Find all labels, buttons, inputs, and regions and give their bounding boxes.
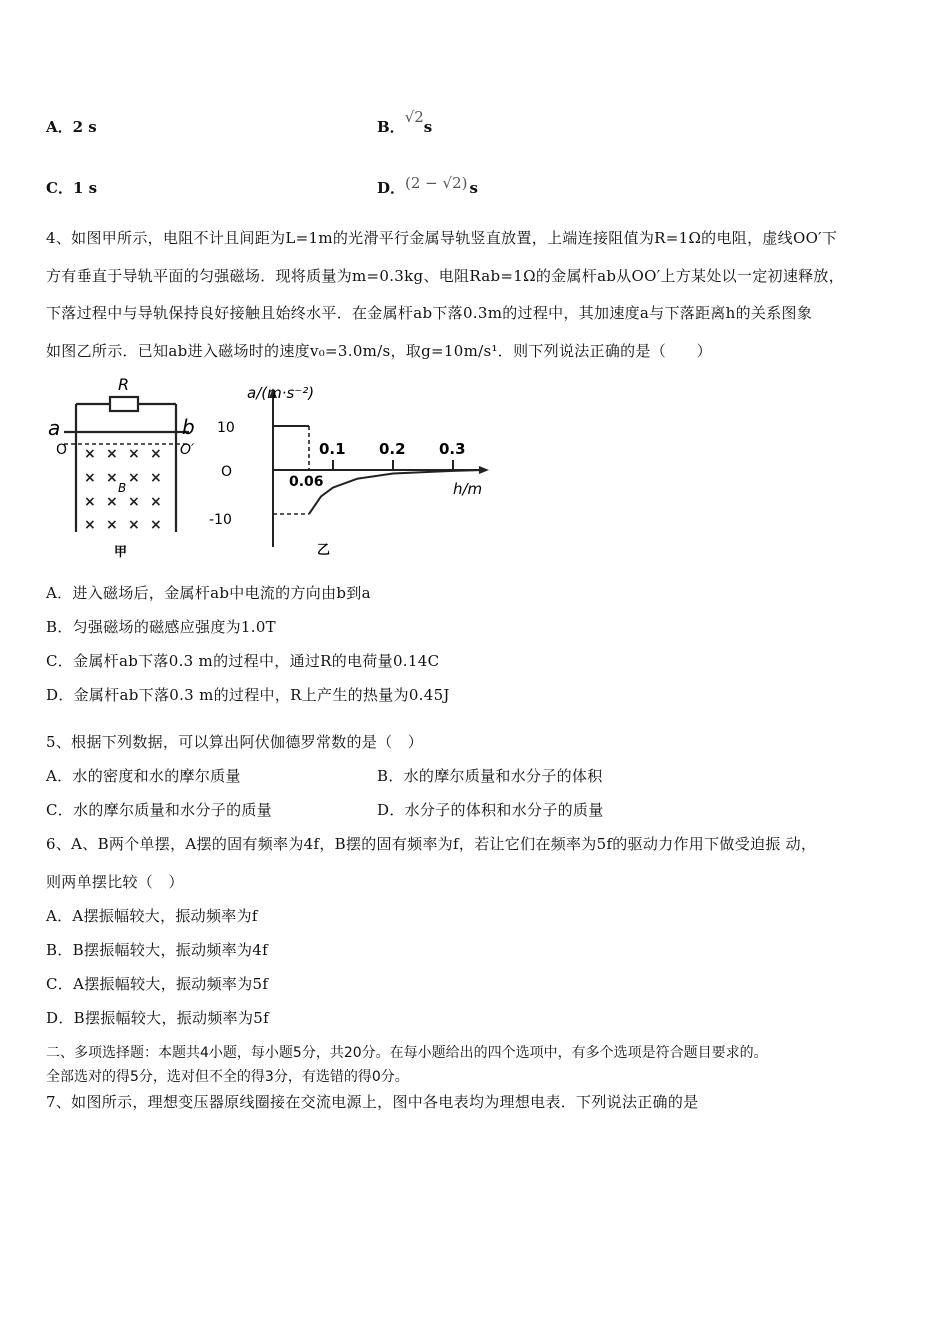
q4-stem-line-4: 如图乙所示．已知ab进入磁场时的速度v₀=3.0m/s，取g=10m/s¹．则下列说法正确的是（ ） <box>46 342 712 360</box>
figure-caption-yi: 乙 <box>317 543 331 558</box>
q4-option-c: C．金属杆ab下落0.3 m的过程中，通过R的电荷量0.14C <box>46 652 440 670</box>
rail-label-a: a <box>48 416 61 440</box>
x-tick-label: 0.1 <box>319 440 346 458</box>
svg-text:×: × <box>150 446 162 462</box>
q5-stem: 5、根据下列数据，可以算出阿伏伽德罗常数的是（ ） <box>46 733 424 751</box>
q4-figure-circuit <box>44 372 214 562</box>
svg-text:×: × <box>84 494 96 510</box>
svg-text:×: × <box>150 470 162 486</box>
svg-text:×: × <box>150 517 162 533</box>
figure-caption-jia: 甲 <box>114 545 128 560</box>
q7-stem: 7、如图所示，理想变压器原线圈接在交流电源上，图中各电表均为理想电表．下列说法正确的是 <box>46 1093 699 1111</box>
q4-stem-line-1: 4、如图甲所示，电阻不计且间距为L=1m的光滑平行金属导轨竖直放置，上端连接阻值为R=1Ω的电阻，虚线OO′下 <box>46 229 838 247</box>
field-label-B: B <box>118 481 127 495</box>
section2-heading-line-1: 二、多项选择题：本题共4小题，每小题5分，共20分。在每小题给出的四个选项中，有多个选项是符合题目要求的。 <box>46 1045 768 1061</box>
q6-option-c: C．A摆振幅较大，振动频率为5f <box>46 975 269 993</box>
q4-stem-line-3: 下落过程中与导轨保持良好接触且始终水平．在金属杆ab下落0.3m的过程中，其加速度a与下落距离h的关系图象 <box>46 304 813 322</box>
q4-option-b: B．匀强磁场的磁感应强度为1.0T <box>46 618 276 636</box>
q6-option-b: B．B摆振幅较大，振动频率为4f <box>46 941 268 959</box>
q4-option-a: A．进入磁场后，金属杆ab中电流的方向由b到a <box>46 584 371 602</box>
svg-text:×: × <box>128 494 140 510</box>
svg-text:×: × <box>106 446 118 462</box>
section2-heading-line-2: 全部选对的得5分，选对但不全的得3分，有选错的得0分。 <box>46 1069 409 1085</box>
q6-stem-line-2: 则两单摆比较（ ） <box>46 873 184 891</box>
q6-option-a: A．A摆振幅较大，振动频率为f <box>46 907 258 925</box>
svg-text:×: × <box>106 470 118 486</box>
svg-text:×: × <box>106 517 118 533</box>
q3-option-b <box>377 108 433 137</box>
q5-option-d: D．水分子的体积和水分子的质量 <box>377 801 604 819</box>
q5-option-c: C．水的摩尔质量和水分子的质量 <box>46 801 272 819</box>
svg-text:×: × <box>106 494 118 510</box>
rail-label-b: b <box>182 415 195 439</box>
svg-text:×: × <box>128 446 140 462</box>
svg-text:×: × <box>150 494 162 510</box>
q3-option-b-formula: √2 <box>404 108 424 126</box>
q4-stem-line-2: 方有垂直于导轨平面的匀强磁场．现将质量为m=0.3kg、电阻Rab=1Ω的金属杆ab从OO′上方某处以一定初速释放， <box>46 267 845 285</box>
q3-option-d-formula: (2 − √2) <box>405 174 468 192</box>
label-O-prime: O′ <box>180 442 195 458</box>
x-tick-label: 0.2 <box>379 440 406 458</box>
q5-option-a: A．水的密度和水的摩尔质量 <box>46 767 241 785</box>
q4-option-d: D．金属杆ab下落0.3 m的过程中，R上产生的热量为0.45J <box>46 686 450 704</box>
q3-option-b-unit: s <box>423 118 433 136</box>
q5-option-b: B．水的摩尔质量和水分子的体积 <box>377 767 603 785</box>
origin-label: O <box>221 464 233 480</box>
q3-option-a: A．2 s <box>46 118 97 136</box>
svg-text:×: × <box>128 470 140 486</box>
q6-option-d: D．B摆振幅较大，振动频率为5f <box>46 1009 269 1027</box>
svg-text:×: × <box>128 517 140 533</box>
x-axis-label: h/m <box>453 480 483 498</box>
x-tick-label: 0.3 <box>439 440 466 458</box>
label-O: O <box>56 442 68 458</box>
q3-option-d-label: D． <box>377 179 406 197</box>
svg-text:×: × <box>84 470 96 486</box>
x-label-0.06: 0.06 <box>289 474 324 490</box>
q3-option-d-unit: s <box>469 179 478 197</box>
q3-option-b-label: B． <box>377 118 405 136</box>
y-tick-10: 10 <box>217 420 235 436</box>
svg-text:×: × <box>84 446 96 462</box>
svg-text:×: × <box>84 517 96 533</box>
q3-option-d <box>377 174 478 198</box>
y-axis-label: a/(m·s⁻²) <box>247 384 315 402</box>
y-tick-neg10: -10 <box>209 512 232 528</box>
q3-option-c: C．1 s <box>46 179 98 197</box>
q4-figure-graph <box>205 372 505 562</box>
resistor-label: R <box>118 375 130 394</box>
q6-stem-line-1: 6、A、B两个单摆，A摆的固有频率为4f，B摆的固有频率为f，若让它们在频率为5f的驱动力作用下做受迫振 动， <box>46 835 817 853</box>
